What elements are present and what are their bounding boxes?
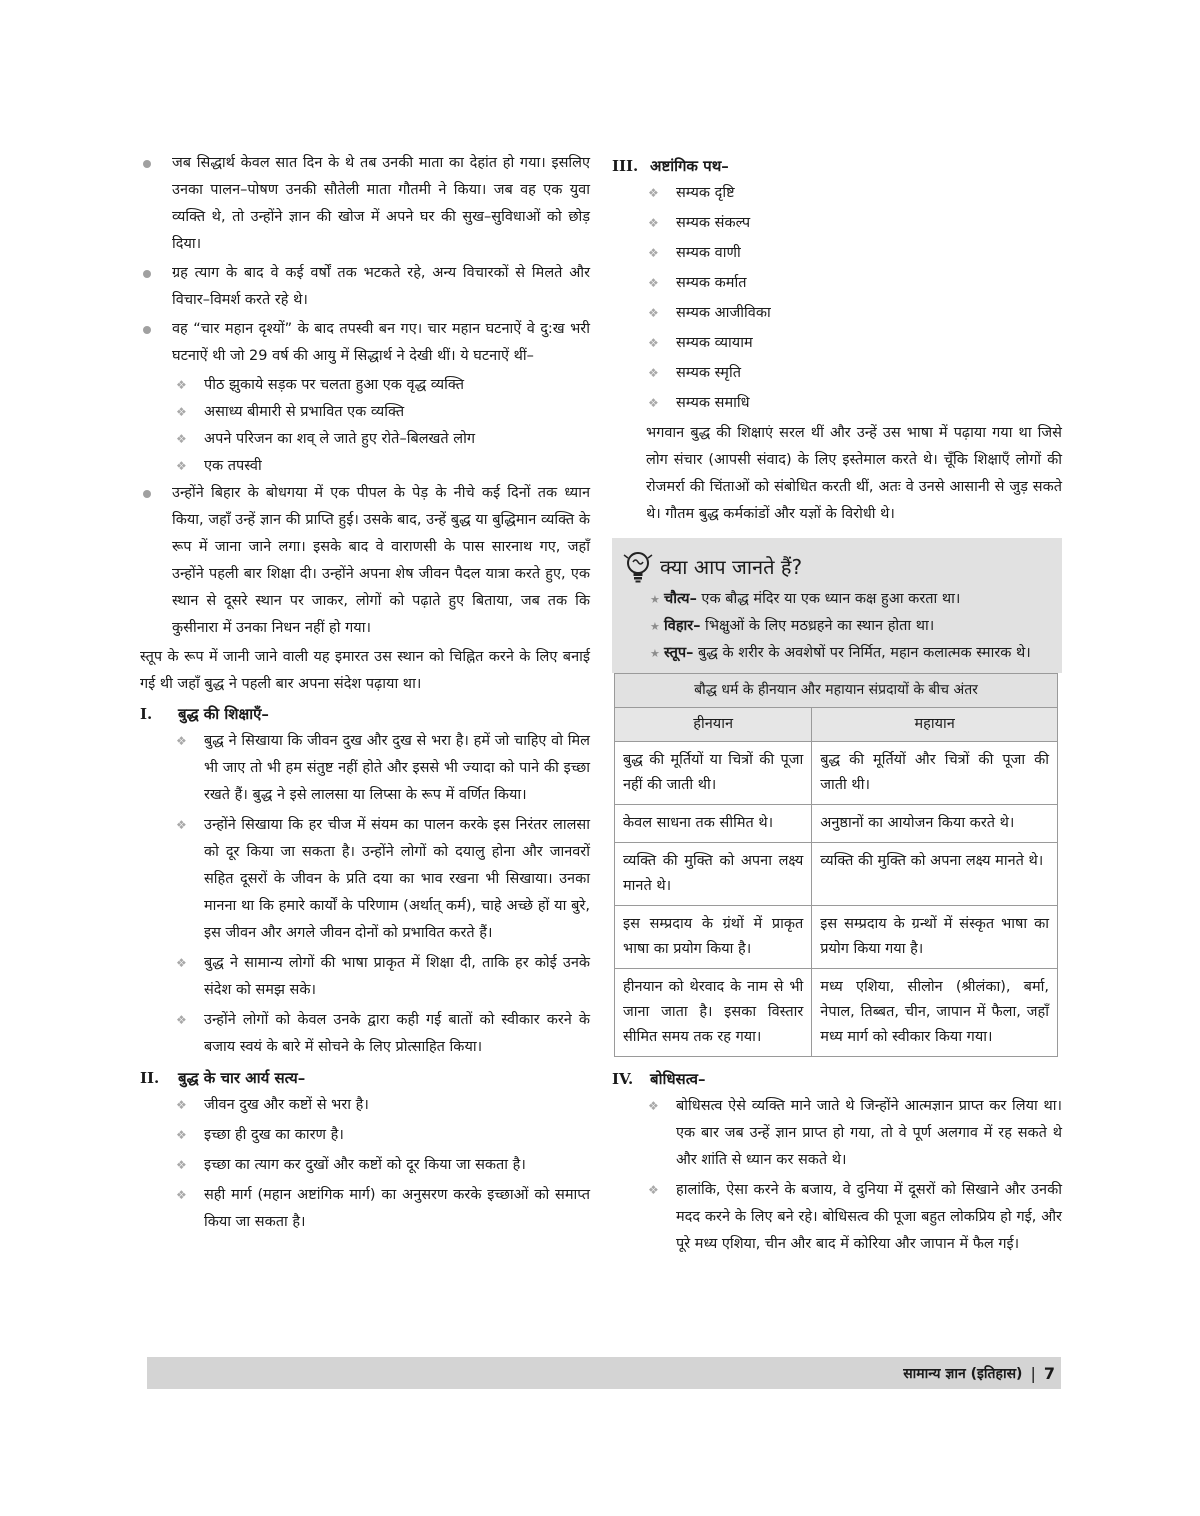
list-item: वह “चार महान दृश्यों” के बाद तपस्वी बन गए। चार महान घटनाऐं वे दु:ख भरी घटनाऐं थी जो 29 वर्ष की आयु में सिद्धार्थ ने देखी थीं। ये घटनाऐं थीं– [140,316,590,370]
section-heading: IV. बोधिसत्व– [612,1070,706,1088]
list-item: जब सिद्धार्थ केवल सात दिन के थे तब उनकी माता का देहांत हो गया। इसलिए उनका पालन–पोषण उनकी सौतेली माता गौतमी ने किया। जब वह एक युवा व्यक्ति थे, तो उन्होंने ज्ञान की खोज में अपने घर की सुख–सुविधाओं को छोड़ दिया। [140,150,590,258]
list-item: ❖ बुद्ध ने सामान्य लोगों की भाषा प्राकृत में शिक्षा दी, ताकि हर कोई उनके संदेश को समझ सके। [140,950,590,1004]
section-heading: I. बुद्ध की शिक्षाएँ– [140,705,269,723]
diamond-bullet-icon: ❖ [176,818,187,832]
diamond-bullet-icon: ❖ [648,216,659,230]
list-item: ❖ सम्यक दृष्टि [612,180,1062,207]
diamond-bullet-icon: ❖ [648,1183,659,1197]
table-row: हीनयान को थेरवाद के नाम से भी जाना जाता है। इसका विस्तार सीमित समय तक रह गया। मध्य एशिया, सीलोन (श्रीलंका), बर्मा, नेपाल, तिब्बत, चीन, जापान में फैला, जहाँ मध्य मार्ग को स्वीकार किया गया। [615,969,1058,1057]
diamond-bullet-icon: ❖ [176,1128,187,1142]
page-footer [147,1357,1061,1389]
teachings-paragraph: भगवान बुद्ध की शिक्षाएं सरल थीं और उन्हें उस भाषा में पढ़ाया गया था जिसे लोग संचार (आपसी संवाद) के लिए इस्तेमाल करते थे। चूँकि शिक्षाएँ लोगों की रोजमर्रा की चिंताओं को संबोधित करती थीं, अतः वे उनसे आसानी से जुड़ सकते थे। गौतम बुद्ध कर्मकांडों और यज्ञों के विरोधी थे। [646,425,1062,522]
list-item: ★ स्तूप– बुद्ध के शरीर के अवशेषों पर निर्मित, महान कलात्मक स्मारक थे। [622,640,1052,667]
four-sights-list [140,372,590,480]
table-row: इस सम्प्रदाय के ग्रंथों में प्राकृत भाषा का प्रयोग किया है। इस सम्प्रदाय के ग्रन्थों में संस्कृत भाषा का प्रयोग किया गया है। [615,906,1058,969]
diamond-bullet-icon: ❖ [176,1188,187,1202]
section-heading: II. बुद्ध के चार आर्य सत्य– [140,1069,306,1087]
list-item: ❖ पीठ झुकाये सड़क पर चलता हुआ एक वृद्ध व्यक्ति [140,372,590,399]
did-you-know-box [612,538,1062,673]
diamond-bullet-icon: ❖ [648,336,659,350]
list-item: ❖ सम्यक व्यायाम [612,330,1062,357]
comparison-table [614,673,1058,1057]
list-item: ❖ अपने परिजन का शव् ले जाते हुए रोते–बिलखते लोग [140,426,590,453]
list-item: ❖ बुद्ध ने सिखाया कि जीवन दुख और दुख से भरा है। हमें जो चाहिए वो मिल भी जाए तो भी हम संतुष्ट नहीं होते और इससे भी ज्यादा को पाने की इच्छा रखते हैं। बुद्ध ने इसे लालसा या लिप्सा के रूप में वर्णित किया। [140,728,590,809]
diamond-bullet-icon: ❖ [176,734,187,748]
list-item: ❖ बोधिसत्व ऐसे व्यक्ति माने जाते थे जिन्होंने आत्मज्ञान प्राप्त कर लिया था। एक बार जब उन्हें ज्ञान प्राप्त हो गया, तो वे पूर्ण अलगाव में रह सकते थे और शांति से ध्यान कर सकते थे। [612,1093,1062,1174]
diamond-bullet-icon: ❖ [176,459,187,473]
box-title: क्या आप जानते हैं? [622,550,1052,584]
list-item: उन्होंने बिहार के बोधगया में एक पीपल के पेड़ के नीचे कई दिनों तक ध्यान किया, जहाँ उन्हें ज्ञान की प्राप्ति हुई। उसके बाद, उन्हें बुद्ध या बुद्धिमान व्यक्ति के रूप में जाना जाने लगा। इसके बाद वे वाराणसी के पास सारनाथ गए, जहाँ उन्होंने पहली बार शिक्षा दी। उन्होंने अपना शेष जीवन पैदल यात्रा करते हुए, एक स्थान से दूसरे स्थान पर जाकर, लोगों को पढ़ाते हुए बिताया, जब तक कि कुसीनारा में उनका निधन नहीं हो गया। [140,480,590,642]
diamond-bullet-icon: ❖ [176,378,187,392]
diamond-bullet-icon: ❖ [648,366,659,380]
list-item: ❖ उन्होंने सिखाया कि हर चीज में संयम का पालन करके इस निरंतर लालसा को दूर किया जा सकता है। उन्होंने लोगों को दयालु होना और जानवरों सहित दूसरों के जीवन के प्रति दया का भाव रखना भी सिखाया। उनका मानना था कि हमारे कार्यों के परिणाम (अर्थात् कर्म), चाहे अच्छे हों या बुरे, इस जीवन और अगले जीवन दोनों को प्रभावित करते हैं। [140,812,590,947]
diamond-bullet-icon: ❖ [176,1098,187,1112]
diamond-bullet-icon: ❖ [648,1099,659,1113]
section-heading: III. अष्टांगिक पथ– [612,157,729,175]
list-item: ❖ सम्यक समाधि [612,390,1062,417]
table-row: व्यक्ति की मुक्ति को अपना लक्ष्य मानते थे। व्यक्ति की मुक्ति को अपना लक्ष्य मानते थे। [615,843,1058,906]
list-item: ❖ असाध्य बीमारी से प्रभावित एक व्यक्ति [140,399,590,426]
list-item: ❖ जीवन दुख और कष्टों से भरा है। [140,1092,590,1119]
list-item: ❖ एक तपस्वी [140,453,590,480]
diamond-bullet-icon: ❖ [176,405,187,419]
list-item: ❖ हालांकि, ऐसा करने के बजाय, वे दुनिया में दूसरों को सिखाने और उनकी मदद करने के लिए बने रहे। बोधिसत्व की पूजा बहुत लोकप्रिय हो गई, और पूरे मध्य एशिया, चीन और बाद में कोरिया और जापान में फैल गई। [612,1177,1062,1258]
list-item: ग्रह त्याग के बाद वे कई वर्षों तक भटकते रहे, अन्य विचारकों से मिलते और विचार–विमर्श करते रहे थे। [140,260,590,314]
stupa-paragraph: स्तूप के रूप में जानी जाने वाली यह इमारत उस स्थान को चिह्नित करने के लिए बनाई गई थी जहाँ बुद्ध ने पहली बार अपना संदेश पढ़ाया था। [140,649,590,692]
book-title: सामान्य ज्ञान (इतिहास) [903,1365,1023,1382]
list-item: ❖ सम्यक कर्मात [612,270,1062,297]
table-header: महायान [812,708,1058,742]
diamond-bullet-icon: ❖ [648,246,659,260]
list-item: ❖ उन्होंने लोगों को केवल उनके द्वारा कही गई बातों को स्वीकार करने के बजाय स्वयं के बारे में सोचने के लिए प्रोत्साहित किया। [140,1007,590,1061]
list-item: ❖ सम्यक संकल्प [612,210,1062,237]
list-item: ★ विहार– भिक्षुओं के लिए मठध्रहने का स्थान होता था। [622,613,1052,640]
table-caption: बौद्ध धर्म के हीनयान और महायान संप्रदायों के बीच अंतर [615,674,1058,708]
table-header: हीनयान [615,708,812,742]
page-number: 7 [1043,1363,1055,1383]
list-item: ❖ इच्छा ही दुख का कारण है। [140,1122,590,1149]
diamond-bullet-icon: ❖ [176,432,187,446]
lightbulb-icon [622,550,654,584]
diamond-bullet-icon: ❖ [648,276,659,290]
star-bullet-icon: ★ [650,620,660,633]
star-bullet-icon: ★ [650,593,660,606]
list-item: ❖ सही मार्ग (महान अष्टांगिक मार्ग) का अनुसरण करके इच्छाओं को समाप्त किया जा सकता है। [140,1182,590,1236]
diamond-bullet-icon: ❖ [176,1158,187,1172]
list-item: ★ चौत्य– एक बौद्ध मंदिर या एक ध्यान कक्ष हुआ करता था। [622,586,1052,613]
list-item: ❖ सम्यक वाणी [612,240,1062,267]
list-item: ❖ सम्यक स्मृति [612,360,1062,387]
right-column [612,150,1062,1261]
table-row: बुद्ध की मूर्तियों या चित्रों की पूजा नहीं की जाती थी। बुद्ध की मूर्तियों और चित्रों की पूजा की जाती थी। [615,742,1058,805]
diamond-bullet-icon: ❖ [648,306,659,320]
list-item: ❖ सम्यक आजीविका [612,300,1062,327]
diamond-bullet-icon: ❖ [648,186,659,200]
diamond-bullet-icon: ❖ [648,396,659,410]
list-item: ❖ इच्छा का त्याग कर दुखों और कष्टों को दूर किया जा सकता है। [140,1152,590,1179]
diamond-bullet-icon: ❖ [176,956,187,970]
left-column [140,150,590,1239]
footer-separator: | [1030,1363,1036,1383]
star-bullet-icon: ★ [650,647,660,660]
diamond-bullet-icon: ❖ [176,1013,187,1027]
table-row: केवल साधना तक सीमित थे। अनुष्ठानों का आयोजन किया करते थे। [615,805,1058,843]
